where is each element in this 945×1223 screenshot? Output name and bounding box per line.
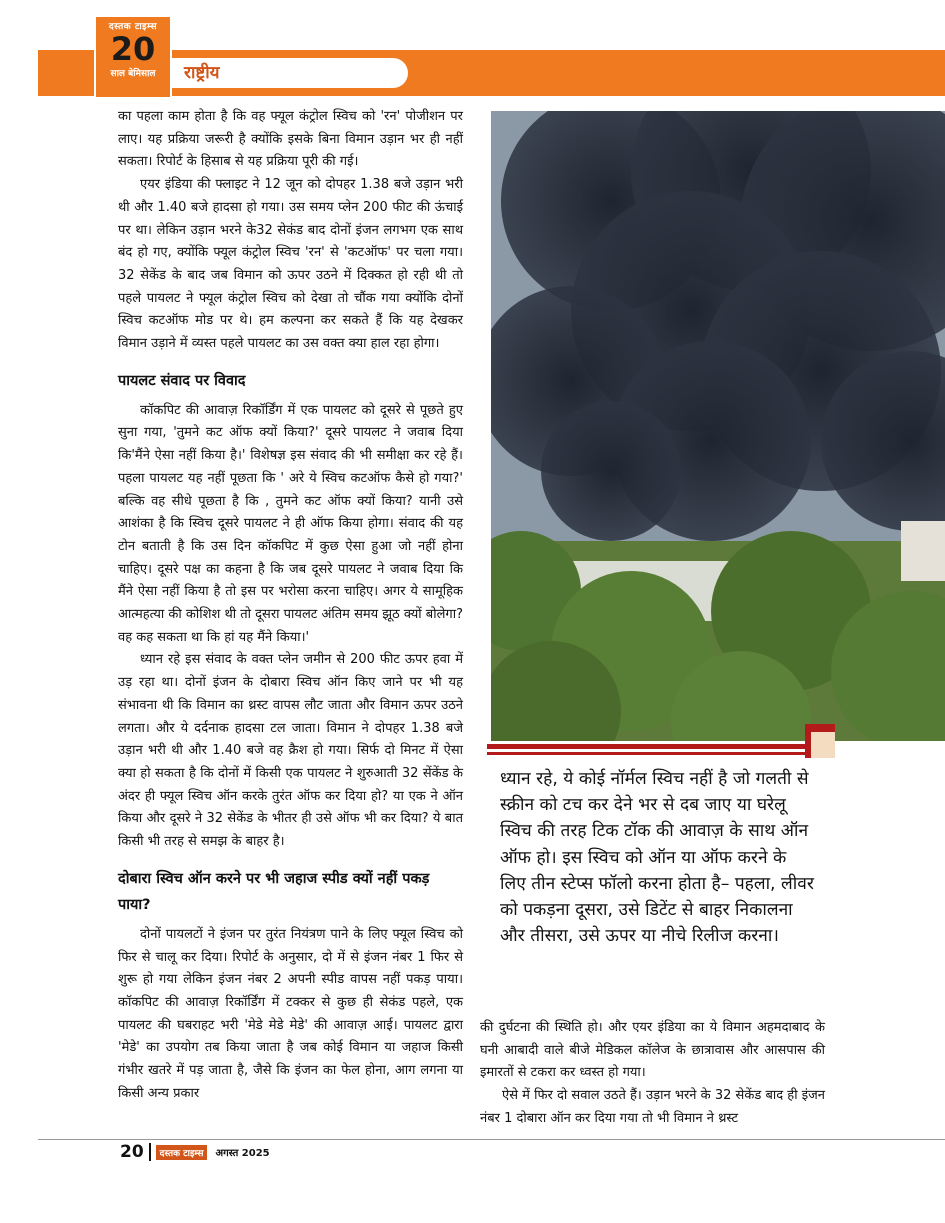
badge-brand: दस्तक टाइम्स — [108, 22, 158, 32]
footer-divider — [38, 1139, 945, 1140]
paragraph: की दुर्घटना की स्थिति हो। और एयर इंडिया का ये विमान अहमदाबाद के घनी आबादी वाले बीजे मेडिकल कॉलेज के छात्रावास और आसपास की इमारतों से टकरा कर ध्वस्त हो गया। — [480, 1020, 825, 1081]
paragraph: दोनों पायलटों ने इंजन पर तुरंत नियंत्रण पाने के लिए फ्यूल स्विच को फिर से चालू कर दिया। रिपोर्ट के अनुसार, दो में से इंजन नंबर 1 फिर से शुरू हो गया लेकिन इंजन नंबर 2 अपनी स्पीड वापस नहीं पकड़ पाया। कॉकपिट की आवाज़ रिकॉर्डिंग में टक्कर से कुछ ही सेकंड पहले, एक पायलट की घबराहट भरी 'मेडे मेडे मेडे' की आवाज़ आई। पायलट द्वारा 'मेडे' का उपयोग तब किया जाता है जब कोई विमान या जहाज किसी गंभीर खतरे में पड़ जाता है, जैसे कि इंजन का फेल होना, आग लगना या किसी अन्य प्रकार — [118, 926, 463, 1101]
badge-subtitle: साल बेमिसाल — [110, 69, 156, 79]
left-column — [118, 106, 463, 1105]
quote-divider — [487, 752, 805, 755]
paragraph: कॉकपिट की आवाज़ रिकॉर्डिंग में एक पायलट को दूसरे से पूछते हुए सुना गया, 'तुमने कट ऑफ क्यों किया?' दूसरे पायलट ने जवाब दिया कि'मैंने ऐसा नहीं किया है।' विशेषज्ञ इस संवाद की भी समीक्षा कर रहे हैं। पहला पायलट यह नहीं पूछता कि ' अरे ये स्विच कटऑफ कैसे हो गया?' बल्कि वह सीधे पूछता है कि , तुमने कट ऑफ क्यों किया? यानी उसे आशंका है कि स्विच दूसरे पायलट ने ही ऑफ किया होगा। संवाद की यह टोन बताती है कि उस दिन कॉकपिट में कुछ ऐसा हुआ जो नहीं होना चाहिए। दूसरे पक्ष का कहना है कि जब दूसरे पायलट ने जवाब दिया कि मैंने ऐसा नहीं किया है तो इस पर भरोसा करना चाहिए। अगर ये सामूहिक आत्महत्या की कोशिश थी तो दूसरा पायलट अंतिम समय झूठ क्यों बोलेगा? वह कह सकता था कि हां यह मैंने किया।' — [118, 402, 463, 645]
crash-smoke-photo — [491, 111, 945, 741]
footer-separator — [149, 1143, 151, 1161]
right-column — [480, 1017, 825, 1131]
subheading: पायलट संवाद पर विवाद — [118, 372, 246, 389]
smoke-illustration — [491, 111, 945, 741]
badge-number: 20 — [110, 30, 156, 68]
quote-divider — [487, 744, 805, 749]
footer — [120, 1142, 270, 1162]
paragraph: एयर इंडिया की फ्लाइट ने 12 जून को दोपहर 1.38 बजे उड़ान भरी थी और 1.40 बजे हादसा हो गया। उस समय प्लेन 200 फीट की ऊंचाई पर था। लेकिन उड़ान भरने के32 सेकंड बाद दोनों इंजन लगभग एक साथ बंद हो गए, क्योंकि फ्यूल कंट्रोल स्विच 'रन' से 'कटऑफ' पर चला गया। 32 सेकेंड के बाद जब विमान को ऊपर उठने में दिक्कत हो रही थी तो पहले पायलट ने फ्यूल कंट्रोल स्विच को देखा तो चौंक गया क्योंकि दोनों स्विच कटऑफ मोड पर थे। हम कल्पना कर सकते हैं कि यह देखकर विमान उड़ाने में व्यस्त पहले पायलट का उस वक्त क्या हाल रहा होगा। — [118, 177, 463, 352]
paragraph: ऐसे में फिर दो सवाल उठते हैं। उड़ान भरने के 32 सेकेंड बाद ही इंजन नंबर 1 दोबारा ऑन कर दिया गया तो भी विमान ने थ्रस्ट — [480, 1088, 825, 1126]
subheading: दोबारा स्विच ऑन करने पर भी जहाज स्पीड क्यों नहीं पकड़ पाया? — [118, 870, 430, 913]
pull-quote: ध्यान रहे, ये कोई नॉर्मल स्विच नहीं है जो गलती से स्क्रीन को टच कर देने भर से दब जाए या घरेलू स्विच की तरह टिक टॉक की आवाज़ के साथ ऑन ऑफ हो। इस स्विच को ऑन या ऑफ करने के लिए तीन स्टेप्स फॉलो करना होता है– पहला, लीवर को पकड़ना दूसरा, उसे डिटेंट से बाहर निकालना और तीसरा, उसे ऊपर या नीचे रिलीज करना। — [500, 769, 814, 947]
page-number: 20 — [120, 1142, 144, 1162]
paragraph: का पहला काम होता है कि वह फ्यूल कंट्रोल स्विच को 'रन' पोजीशन पर लाए। यह प्रक्रिया जरूरी है क्योंकि इसके बिना विमान उड़ान भर ही नहीं सकता। रिपोर्ट के हिसाब से यह प्रक्रिया पूरी की गई। — [118, 109, 463, 170]
footer-brand-logo: दस्तक टाइम्स — [156, 1145, 208, 1160]
issue-date: अगस्त 2025 — [215, 1148, 270, 1159]
quote-corner-mark-inner — [811, 732, 835, 758]
paragraph: ध्यान रहे इस संवाद के वक्त प्लेन जमीन से 200 फीट ऊपर हवा में उड़ रहा था। दोनों इंजन के दोबारा स्विच ऑन किए जाने पर भी यह संभावना थी कि विमान का थ्रस्ट वापस लौट जाता और विमान ऊपर उठने लगता। और ये दर्दनाक हादसा टल जाता। विमान ने दोपहर 1.38 बजे उड़ान भरी थी और 1.40 बजे वह क्रैश हो गया। सिर्फ दो मिनट में ऐसा क्या हो सकता है कि दोनों में किसी एक पायलट ने शुरुआती 32 सेंकेंड के अंदर ही फ्यूल स्विच ऑन करके तुरंत ऑफ कर दिया हो? या एक ने ऑन किया और दूसरे ने 32 सेकेंड के भीतर ही उसे ऑफ भी कर दिया? ये बात किसी भी तरह से समझ के बाहर है। — [118, 652, 463, 850]
section-title: राष्ट्रीय — [184, 63, 220, 83]
anniversary-badge — [94, 15, 172, 99]
